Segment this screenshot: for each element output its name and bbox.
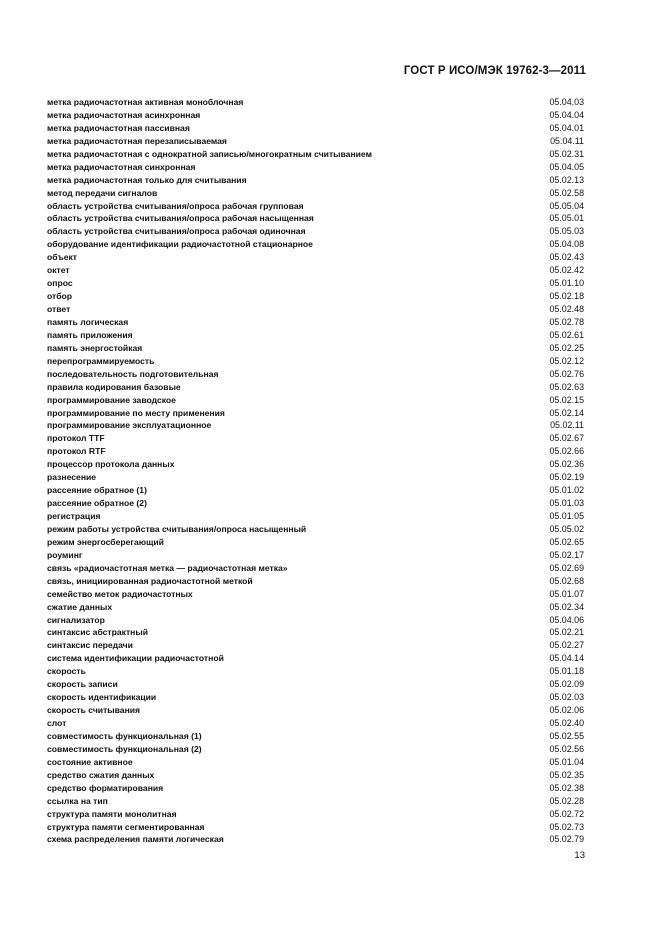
index-code: 05.05.02 (549, 523, 584, 534)
index-term: метка радиочастотная синхронная (47, 161, 196, 172)
index-code: 05.02.27 (549, 640, 584, 651)
index-code: 05.01.05 (549, 511, 584, 521)
index-code: 05.02.48 (549, 304, 584, 314)
index-term: метка радиочастотная перезаписываемая (47, 135, 227, 146)
index-term: объект (47, 252, 77, 263)
index-code: 05.02.55 (549, 730, 584, 741)
index-term: отбор (47, 291, 73, 302)
index-term: скорость записи (47, 679, 118, 690)
index-row (47, 497, 584, 510)
index-row (47, 251, 584, 264)
index-row (47, 122, 584, 135)
index-term: ссылка на тип (47, 795, 108, 806)
index-code: 05.02.38 (549, 782, 584, 793)
index-row (47, 458, 584, 471)
index-term: совместимость функциональная (1) (47, 730, 202, 741)
index-term: область устройства считывания/опроса рабочая групповая (47, 200, 304, 211)
index-row (47, 717, 584, 730)
index-row (47, 665, 584, 678)
index-code: 05.02.58 (549, 187, 584, 198)
index-row (47, 161, 584, 174)
index-term: рассеяние обратное (1) (47, 485, 147, 496)
index-code: 05.02.17 (549, 549, 584, 560)
index-code: 05.02.61 (549, 329, 584, 340)
index-row (47, 368, 584, 381)
index-code: 05.01.07 (549, 588, 584, 599)
index-code: 05.01.04 (549, 756, 584, 767)
index-term: программирование по месту применения (47, 407, 225, 418)
index-row (47, 432, 584, 445)
index-code: 05.02.13 (549, 174, 584, 185)
index-row (47, 795, 584, 808)
index-code: 05.04.06 (549, 614, 584, 625)
index-row (47, 782, 584, 795)
index-code: 05.02.15 (549, 394, 584, 405)
index-code: 05.04.08 (549, 239, 584, 250)
index-code: 05.02.06 (549, 705, 584, 716)
index-code: 05.04.04 (549, 109, 584, 120)
index-code: 05.02.03 (549, 692, 584, 703)
index-term: сигнализатор (47, 614, 105, 625)
index-row (47, 212, 584, 225)
index-row (47, 639, 584, 652)
index-code: 05.04.11 (550, 135, 584, 146)
index-row (47, 419, 584, 432)
index-code: 05.02.68 (549, 575, 584, 586)
index-row (47, 109, 584, 122)
index-row (47, 756, 584, 769)
index-term: сжатие данных (47, 601, 113, 612)
index-term: перепрограммируемость (47, 355, 155, 366)
index-code: 05.02.43 (549, 252, 584, 263)
index-row (47, 238, 584, 251)
index-row (47, 135, 584, 148)
index-row (47, 743, 584, 756)
index-code: 05.02.79 (549, 834, 584, 845)
index-code: 05.02.72 (549, 808, 584, 819)
index-row (47, 536, 584, 549)
index-term: связь «радиочастотная метка — радиочастотная метка» (47, 562, 288, 573)
index-row (47, 329, 584, 342)
index-term: октет (47, 265, 70, 276)
index-code: 05.02.09 (549, 679, 584, 690)
index-row (47, 614, 584, 627)
index-row (47, 290, 584, 303)
index-row (47, 174, 584, 187)
index-code: 05.01.03 (549, 498, 584, 509)
index-term: режим работы устройства считывания/опроса насыщенный (47, 523, 307, 534)
index-code: 05.01.02 (549, 485, 584, 496)
index-row (47, 808, 584, 821)
index-code: 05.02.67 (549, 433, 584, 444)
index-code: 05.02.36 (549, 459, 584, 470)
index-term: структура памяти сегментированная (47, 821, 205, 832)
index-term: метка радиочастотная асинхронная (47, 109, 201, 120)
index-row (47, 148, 584, 161)
index-row (47, 626, 584, 639)
index-code: 05.02.14 (549, 407, 584, 418)
index-term: синтаксис абстрактный (47, 627, 148, 638)
index-row (47, 187, 584, 200)
index-term: совместимость функциональная (2) (47, 743, 202, 754)
index-term: связь, инициированная радиочастотной меткой (47, 575, 253, 586)
index-term: роуминг (47, 549, 83, 560)
index-row (47, 225, 584, 238)
index-code: 05.02.40 (549, 718, 584, 728)
index-code: 05.04.03 (549, 97, 584, 107)
index-row (47, 510, 584, 523)
index-code: 05.02.76 (549, 368, 584, 379)
index-term: память приложения (47, 329, 133, 340)
index-term: процессор протокола данных (47, 459, 175, 470)
index-term: метка радиочастотная активная моноблочная (47, 97, 244, 107)
index-term: скорость считывания (47, 705, 141, 716)
index-term: семейство меток радиочастотных (47, 588, 193, 599)
index-term: система идентификации радиочастотной (47, 653, 224, 664)
index-term: память энергостойкая (47, 342, 143, 353)
index-row (47, 549, 584, 562)
index-term: средство сжатия данных (47, 769, 155, 780)
index-code: 05.02.11 (550, 420, 584, 431)
index-code: 05.02.21 (549, 627, 584, 638)
index-term: протокол RTF (47, 446, 106, 457)
index-row (47, 730, 584, 743)
index-term: метка радиочастотная с однократной записью/многократным считыванием (47, 148, 372, 159)
index-row (47, 769, 584, 782)
term-index (47, 96, 584, 846)
index-term: схема распределения памяти логическая (47, 834, 224, 845)
index-row (47, 588, 584, 601)
document-header: ГОСТ Р ИСО/МЭК 19762-3—2011 (403, 65, 586, 77)
index-row (47, 484, 584, 497)
index-code: 05.02.63 (549, 381, 584, 392)
index-row (47, 471, 584, 484)
index-row (47, 303, 584, 316)
index-row (47, 523, 584, 536)
index-row (47, 678, 584, 691)
index-code: 05.02.25 (549, 342, 584, 353)
index-row (47, 277, 584, 290)
index-row (47, 394, 584, 407)
index-term: регистрация (47, 511, 101, 521)
index-row (47, 355, 584, 368)
index-term: область устройства считывания/опроса рабочая насыщенная (47, 213, 314, 224)
index-term: слот (47, 718, 67, 728)
index-term: программирование эксплуатационное (47, 420, 212, 431)
index-term: область устройства считывания/опроса рабочая одиночная (47, 226, 306, 237)
index-code: 05.02.19 (549, 472, 584, 483)
index-term: структура памяти монолитная (47, 808, 177, 819)
index-term: средство форматирования (47, 782, 164, 793)
index-code: 05.02.28 (549, 795, 584, 806)
index-code: 05.05.01 (549, 213, 584, 224)
index-term: рассеяние обратное (2) (47, 498, 147, 509)
index-code: 05.02.34 (549, 601, 584, 612)
index-row (47, 833, 584, 846)
index-term: ответ (47, 304, 71, 314)
index-row (47, 381, 584, 394)
index-term: программирование заводское (47, 394, 176, 405)
index-term: режим энергосберегающий (47, 536, 164, 547)
index-row (47, 575, 584, 588)
index-code: 05.01.10 (549, 278, 584, 289)
index-row (47, 264, 584, 277)
index-code: 05.04.05 (549, 161, 584, 172)
index-term: разнесение (47, 472, 97, 483)
index-row (47, 821, 584, 834)
index-code: 05.05.03 (549, 226, 584, 237)
index-row (47, 601, 584, 614)
index-row (47, 445, 584, 458)
index-term: синтаксис передачи (47, 640, 133, 651)
index-row (47, 691, 584, 704)
index-row (47, 200, 584, 213)
index-code: 05.02.65 (549, 536, 584, 547)
index-row (47, 342, 584, 355)
index-code: 05.04.01 (549, 122, 584, 133)
index-code: 05.04.14 (549, 653, 584, 664)
index-row (47, 96, 584, 109)
index-code: 05.02.66 (549, 446, 584, 457)
index-term: последовательность подготовительная (47, 368, 219, 379)
index-code: 05.02.42 (549, 265, 584, 276)
index-code: 05.02.18 (549, 291, 584, 302)
index-term: метка радиочастотная только для считывания (47, 174, 247, 185)
index-term: протокол TTF (47, 433, 105, 444)
index-code: 05.02.73 (549, 821, 584, 832)
index-code: 05.02.12 (549, 355, 584, 366)
index-term: правила кодирования базовые (47, 381, 181, 392)
index-term: метка радиочастотная пассивная (47, 122, 190, 133)
index-term: скорость идентификации (47, 692, 157, 703)
index-row (47, 316, 584, 329)
index-term: скорость (47, 666, 86, 677)
index-code: 05.01.18 (549, 666, 584, 677)
index-code: 05.02.35 (549, 769, 584, 780)
index-row (47, 704, 584, 717)
index-term: память логическая (47, 316, 129, 327)
index-code: 05.02.31 (549, 148, 584, 159)
index-row (47, 407, 584, 420)
index-term: оборудование идентификации радиочастотной стационарное (47, 239, 313, 250)
index-row (47, 652, 584, 665)
index-code: 05.02.69 (549, 562, 584, 573)
index-code: 05.05.04 (549, 200, 584, 211)
index-term: опрос (47, 278, 73, 289)
index-row (47, 562, 584, 575)
index-term: состояние активное (47, 756, 133, 767)
page-number: 13 (574, 850, 585, 861)
index-code: 05.02.78 (549, 316, 584, 327)
index-term: метод передачи сигналов (47, 187, 158, 198)
index-code: 05.02.56 (549, 743, 584, 754)
